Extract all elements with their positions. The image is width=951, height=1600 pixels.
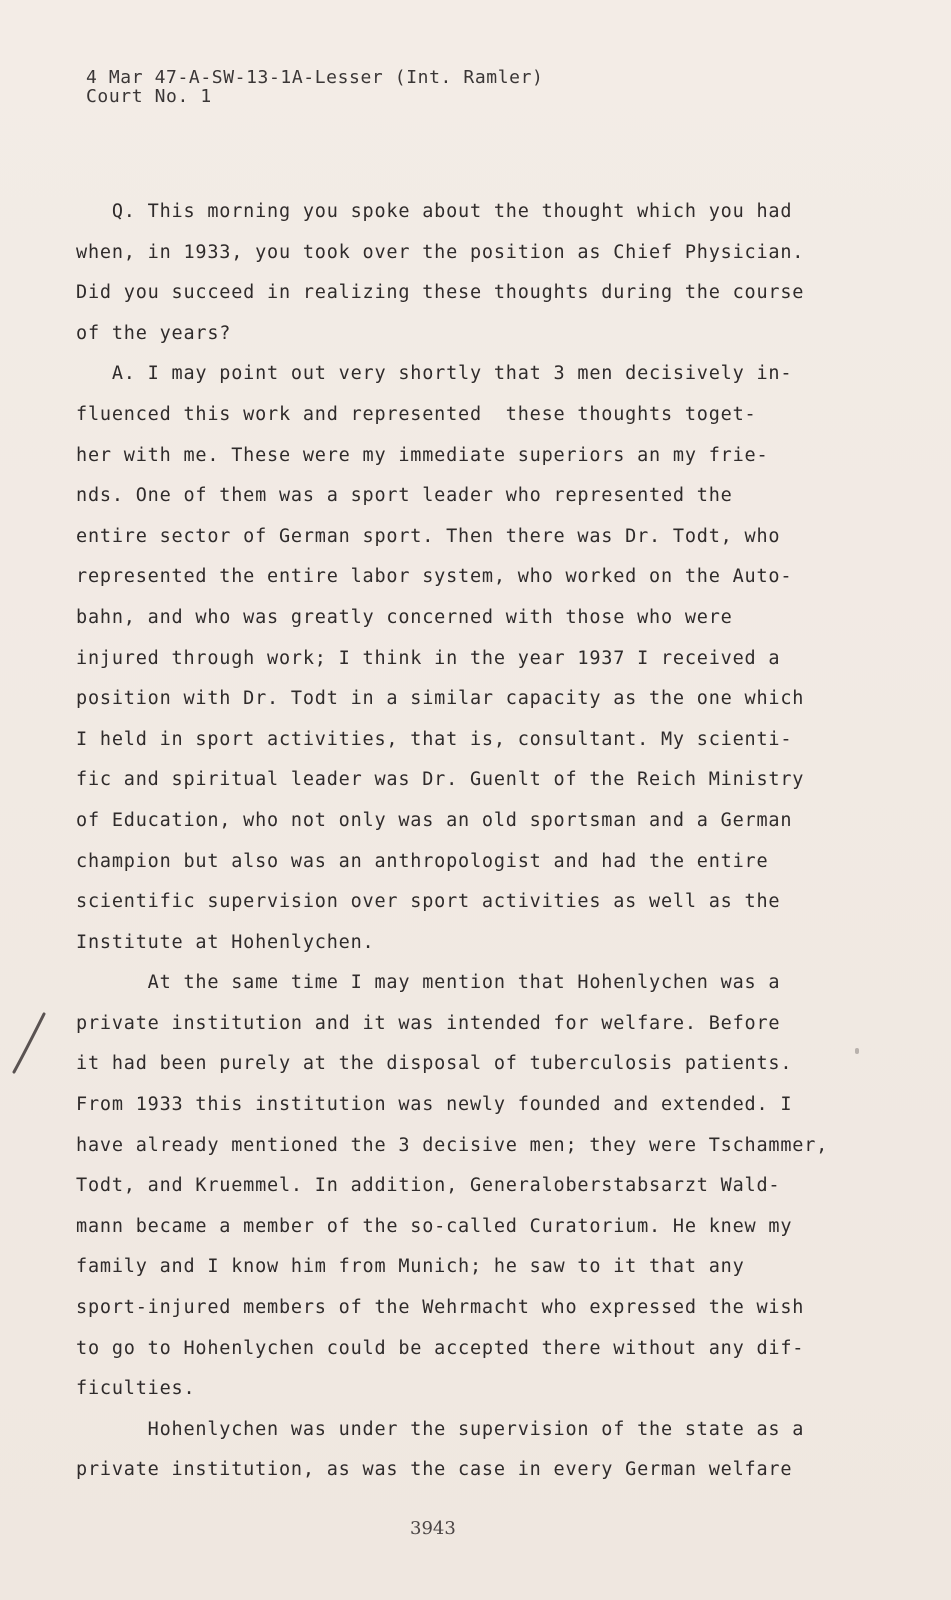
text-line: I held in sport activities, that is, consultant. My scienti- [76,728,793,750]
text-line: injured through work; I think in the year 1937 I received a [76,647,781,669]
text-line: A. I may point out very shortly that 3 men decisively in- [76,363,793,385]
header-reference-line: 4 Mar 47-A-SW-13-1A-Lesser (Int. Ramler) [86,67,544,88]
transcript-body [76,192,856,1491]
text-line: Q. This morning you spoke about the thought which you had [76,201,793,222]
text-line: From 1933 this institution was newly founded and extended. I [76,1094,793,1116]
text-line: At the same time I may mention that Hohenlychen was a [76,972,781,994]
text-line: scientific supervision over sport activities as well as the [76,891,781,913]
text-line: Institute at Hohenlychen. [76,931,375,953]
pen-mark-decoration [8,1010,48,1078]
text-line: when, in 1933, you took over the position as Chief Physician. [76,241,805,263]
text-line: fluenced this work and represented these thoughts toget- [76,403,757,425]
text-line: family and I know him from Munich; he saw to it that any [76,1256,745,1278]
text-line: entire sector of German sport. Then there was Dr. Todt, who [76,525,781,547]
text-line: of Education, who not only was an old sportsman and a German [76,809,793,831]
text-line: champion but also was an anthropologist and had the entire [76,850,769,872]
text-line: of the years? [76,322,232,344]
text-line: fic and spiritual leader was Dr. Guenlt of the Reich Ministry [76,769,805,791]
text-line: sport-injured members of the Wehrmacht who expressed the wish [76,1297,805,1319]
text-line: private institution, as was the case in every German welfare [76,1459,793,1481]
header-court-line: Court No. 1 [86,86,212,107]
text-line: Todt, and Kruemmel. In addition, Generaloberstabsarzt Wald- [76,1175,781,1197]
page-number: 3943 [410,1518,456,1539]
text-line: nds. One of them was a sport leader who represented the [76,485,733,507]
text-line: private institution and it was intended for welfare. Before [76,1012,781,1034]
text-line: to go to Hohenlychen could be accepted there without any dif- [76,1337,805,1359]
paper-speck [855,1048,859,1054]
text-line: ficulties. [76,1378,196,1400]
text-line: have already mentioned the 3 decisive men; they were Tschammer, [76,1134,829,1156]
text-line: it had been purely at the disposal of tuberculosis patients. [76,1053,793,1075]
text-line: Hohenlychen was under the supervision of the state as a [76,1418,805,1440]
text-line: represented the entire labor system, who worked on the Auto- [76,566,793,588]
text-line: mann became a member of the so-called Curatorium. He knew my [76,1215,793,1237]
document-header [86,68,543,106]
text-line: Did you succeed in realizing these thoughts during the course [76,282,805,304]
text-line: bahn, and who was greatly concerned with those who were [76,606,733,628]
text-line: her with me. These were my immediate superiors an my frie- [76,444,769,466]
text-line: position with Dr. Todt in a similar capacity as the one which [76,688,805,710]
